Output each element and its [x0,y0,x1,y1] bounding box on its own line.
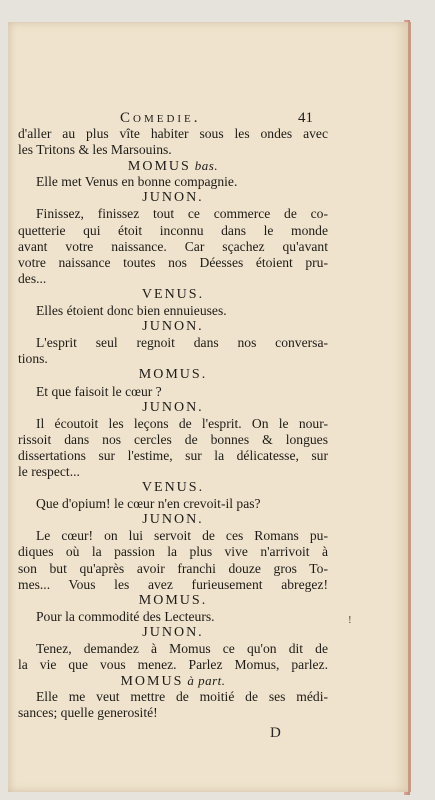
speaker-name: JUNON. [142,190,204,206]
play-text [18,126,328,721]
text-line: votre naissance toutes nos Déesses étoient pru- [18,254,328,270]
speaker-name: JUNON. [142,399,204,415]
speaker-heading [18,673,328,689]
speaker-name: VENUS. [141,286,205,302]
speaker-heading [18,287,328,303]
text-line: les Tritons & les Marsouins. [18,142,172,158]
margin-mark: ! [348,614,352,626]
text-line: Pour la commodité des Lecteurs. [36,608,215,624]
speaker-name: JUNON. [142,319,204,335]
text-line: Finissez, finissez tout ce commerce de co- [36,206,328,222]
speaker-heading [18,190,328,206]
stage-direction: bas. [194,158,219,174]
speaker-name: MOMUS. [138,592,208,608]
speaker-name: VENUS. [141,480,205,496]
text-line: Elles étoient donc bien ennuieuses. [36,303,227,319]
speaker-heading [18,158,328,174]
text-line: mes... Vous les avez furieusement abregez! [18,576,328,592]
speaker-heading [18,480,328,496]
speaker-name: JUNON. [142,624,204,640]
text-line: dissertations sur l'estime, sur la délicatesse, sur [18,447,328,463]
text-line: tions. [18,351,48,367]
text-line: la vie que vous menez. Parlez Momus, parlez. [18,657,328,673]
text-line: avant votre naissance. Car sçachez qu'avant [18,238,328,254]
speaker-heading [18,400,328,416]
text-line: L'esprit seul regnoit dans nos conversa- [36,335,328,351]
page-number: 41 [298,110,313,126]
speaker-name: MOMUS. [138,367,208,383]
speaker-heading [18,367,328,383]
speaker-heading [18,593,328,609]
text-line: quetterie qui étoit inconnu dans le monde [18,222,328,238]
text-line: diques où la passion la plus vive n'arrivoit à [18,544,328,560]
text-line: sances; quelle generosité! [18,705,158,721]
stage-direction: à part. [187,673,226,689]
running-title: Comedie. [120,110,201,126]
catchword: D [270,725,281,741]
text-line: Il écoutoit les leçons de l'esprit. On le nour- [36,415,328,431]
book-page [8,22,411,792]
speaker-heading [18,512,328,528]
text-line: Le cœur! on lui servoit de ces Romans pu- [36,528,328,544]
speaker-name: JUNON. [142,512,204,528]
text-line: son but qu'après avoir franchi douze gros To- [18,560,328,576]
text-line: d'aller au plus vîte habiter sous les ondes avec [18,126,328,141]
speaker-name: MOMUS [127,159,191,175]
speaker-heading [18,625,328,641]
text-line: Elle me veut mettre de moitié de ses médi- [36,689,328,705]
text-line: Que d'opium! le cœur n'en crevoit-il pas? [36,496,261,512]
speaker-name: MOMUS [120,674,184,690]
text-line: Tenez, demandez à Momus ce qu'on dit de [36,641,328,656]
speaker-heading [18,319,328,335]
text-line: Et que faisoit le cœur ? [36,383,162,399]
text-line: des... [18,270,47,286]
text-line: Elle met Venus en bonne compagnie. [36,174,238,190]
text-line: rissoit dans nos cercles de bonnes & longues [18,431,328,447]
text-line: le respect... [18,463,80,479]
